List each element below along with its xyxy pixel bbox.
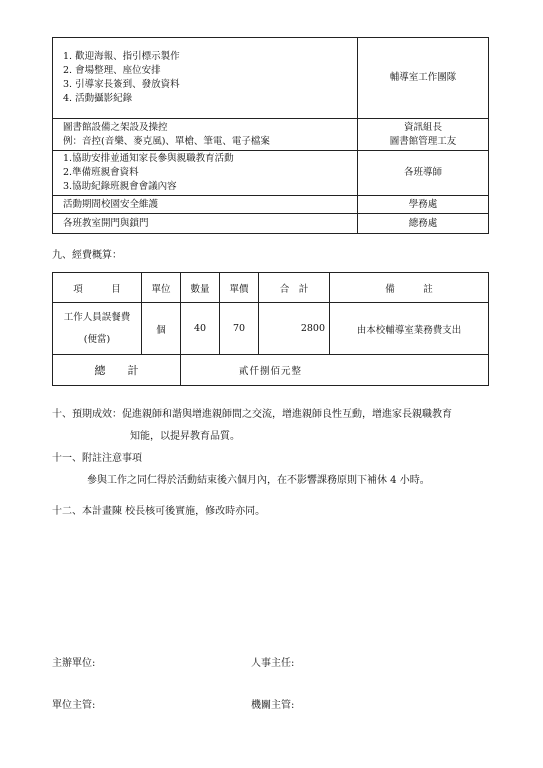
budget-table <box>52 272 489 386</box>
task-line: 圖書館設備之架設及操控 <box>63 121 168 133</box>
task-line: 1.協助安排並通知家長參與親職教育活動 <box>63 153 234 164</box>
section-11-body: 參與工作之同仁得於活動結束後六個月內，在不影響課務原則下補休 4 小時。 <box>87 475 430 486</box>
table-header-row <box>53 273 489 303</box>
col-header-qty: 數量 <box>181 273 220 303</box>
task-cell <box>53 196 358 214</box>
budget-heading: 九、經費概算： <box>52 250 122 261</box>
task-line: 活動期間校園安全維護 <box>63 198 159 210</box>
owner-cell <box>358 119 489 151</box>
cell-item <box>53 303 142 355</box>
cell-note: 由本校輔導室業務費支出 <box>330 303 489 355</box>
table-row <box>53 38 489 119</box>
owner-line: 總務處 <box>408 217 438 229</box>
signature-organizer: 主辦單位: <box>52 658 96 669</box>
owner-line: 學務處 <box>408 198 438 210</box>
table-row <box>53 214 489 234</box>
signature-unit-head: 單位主管: <box>52 700 96 711</box>
task-line: 3.協助紀錄班親會會議內容 <box>63 181 177 192</box>
table-row-sum <box>53 355 489 386</box>
table-row <box>53 119 489 151</box>
owner-line: 圖書館管理工友 <box>389 135 457 147</box>
col-header-total: 合 計 <box>259 273 330 303</box>
sum-value: 貳仟捌佰元整 <box>181 355 489 386</box>
owner-cell <box>358 151 489 196</box>
task-cell <box>53 38 358 119</box>
owner-line: 資訊組長 <box>403 121 442 133</box>
task-line: 例：音控(音樂、麥克風)、單槍、筆電、電子檔案 <box>63 135 270 147</box>
col-header-unit: 單位 <box>142 273 181 303</box>
item-line: 工作人員誤餐費 <box>63 311 131 323</box>
task-cell <box>53 151 358 196</box>
col-header-item: 項 目 <box>53 273 142 303</box>
cell-unit: 個 <box>142 303 181 355</box>
section-12: 十二、本計畫陳 校長核可後實施，修改時亦同。 <box>52 506 266 517</box>
task-cell <box>53 119 358 151</box>
cell-qty: 40 <box>181 303 220 355</box>
task-assignment-table <box>52 37 489 234</box>
table-row <box>53 196 489 214</box>
signature-personnel: 人事主任: <box>251 658 295 669</box>
section-10-line1: 十、預期成效：促進親師和諧與增進親師間之交流，增進親師良性互動，增進家長親職教育 <box>52 409 452 420</box>
task-cell <box>53 214 358 234</box>
owner-cell <box>358 214 489 234</box>
item-line: (便當) <box>83 333 111 345</box>
owner-line: 輔導室工作團隊 <box>389 72 457 83</box>
section-11-title: 十一、附註注意事項 <box>52 453 142 464</box>
owner-cell <box>358 196 489 214</box>
task-line: 2. 會場整理、座位安排 <box>63 65 161 76</box>
cell-price: 70 <box>220 303 259 355</box>
sum-label: 總 計 <box>53 355 181 386</box>
owner-cell <box>358 38 489 119</box>
task-line: 2.準備班親會資料 <box>63 167 139 178</box>
signature-agency-head: 機關主管: <box>251 700 295 711</box>
task-line: 3. 引導家長簽到、發放資料 <box>63 79 180 90</box>
owner-line: 各班導師 <box>403 167 442 178</box>
table-row <box>53 303 489 355</box>
task-line: 4. 活動攝影紀錄 <box>63 93 133 104</box>
task-line: 1. 歡迎海報、指引標示製作 <box>63 51 180 62</box>
table-row <box>53 151 489 196</box>
col-header-price: 單價 <box>220 273 259 303</box>
cell-total: 2800 <box>259 303 330 355</box>
col-header-note: 備 註 <box>330 273 489 303</box>
section-10-line2: 知能，以提昇教育品質。 <box>130 431 240 442</box>
task-line: 各班教室開門與鎖門 <box>63 217 149 229</box>
